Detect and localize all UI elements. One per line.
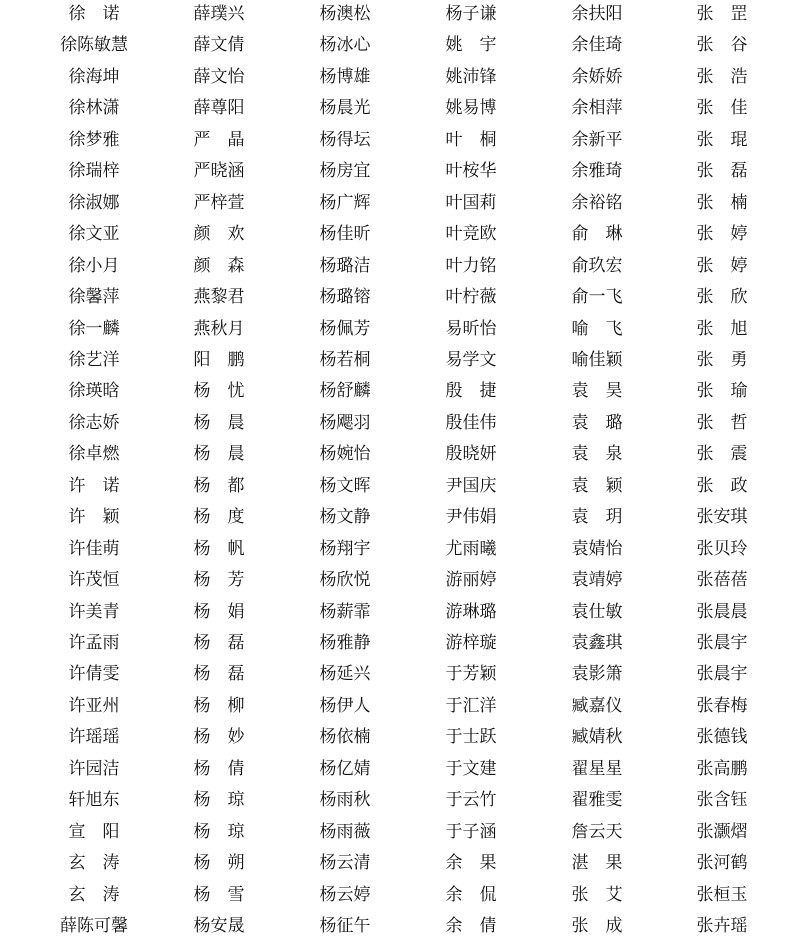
name-row — [0, 408, 799, 439]
name-cell: 喻 飞 — [571, 318, 623, 339]
name-row — [0, 471, 799, 502]
name-cell: 张 哲 — [696, 412, 748, 433]
name-cell: 袁 玥 — [571, 507, 623, 528]
name-row — [0, 251, 799, 282]
name-cell: 许亚州 — [68, 695, 120, 716]
name-cell: 宣 阳 — [68, 821, 120, 842]
name-cell: 薛尊阳 — [193, 98, 245, 119]
name-cell: 杨 芳 — [193, 570, 245, 591]
name-row — [0, 817, 799, 848]
name-cell: 杨 晨 — [193, 444, 245, 465]
name-cell: 徐林潇 — [68, 98, 120, 119]
name-cell: 杨雅静 — [319, 633, 371, 653]
name-cell: 薛璞兴 — [193, 4, 245, 24]
name-cell: 杨 琼 — [193, 790, 245, 811]
name-cell: 杨依楠 — [319, 727, 371, 748]
name-cell: 杨云婷 — [319, 884, 371, 905]
name-cell: 杨佩芳 — [319, 318, 371, 339]
name-cell: 轩旭东 — [68, 790, 120, 811]
name-cell: 张 艾 — [571, 884, 623, 905]
name-row — [0, 502, 799, 533]
name-cell: 余裕铭 — [571, 192, 623, 213]
name-cell: 于子涵 — [445, 821, 497, 842]
name-cell: 杨薪霏 — [319, 601, 371, 622]
name-cell: 杨佳昕 — [319, 224, 371, 245]
name-cell: 许孟雨 — [68, 633, 120, 653]
name-row — [0, 282, 799, 313]
name-cell: 徐卓燃 — [68, 444, 120, 465]
name-cell: 张 谷 — [696, 35, 748, 56]
name-row — [0, 565, 799, 596]
name-cell: 杨 磊 — [193, 664, 245, 685]
name-cell: 徐文亚 — [68, 224, 120, 245]
name-cell: 臧婧秋 — [571, 727, 623, 748]
name-cell: 杨璐洁 — [319, 255, 371, 276]
name-cell: 易学文 — [445, 349, 497, 370]
name-cell: 余佳琦 — [571, 35, 623, 56]
name-cell: 袁婧怡 — [571, 538, 623, 559]
name-cell: 余娇娇 — [571, 66, 623, 87]
name-cell: 张 楠 — [696, 192, 748, 213]
name-cell: 张卉瑶 — [696, 916, 748, 937]
name-cell: 杨 朔 — [193, 853, 245, 874]
name-cell: 张蓓蓓 — [696, 570, 748, 591]
name-cell: 许 颖 — [68, 507, 120, 528]
name-cell: 杨欣悦 — [319, 570, 371, 591]
name-cell: 尹国庆 — [445, 475, 497, 496]
name-row — [0, 314, 799, 345]
name-cell: 颜 森 — [193, 255, 245, 276]
name-cell: 杨文晖 — [319, 475, 371, 496]
name-cell: 张含钰 — [696, 790, 748, 811]
name-cell: 杨冰心 — [319, 35, 371, 56]
name-cell: 张桓玉 — [696, 884, 748, 905]
name-cell: 喻佳颖 — [571, 349, 623, 370]
name-cell: 薛陈可馨 — [60, 916, 128, 937]
name-cell: 严 晶 — [193, 129, 245, 150]
name-cell: 余 侃 — [445, 884, 497, 905]
name-cell: 游丽婷 — [445, 570, 497, 591]
name-row — [0, 156, 799, 187]
name-cell: 杨延兴 — [319, 664, 371, 685]
name-cell: 杨亿婧 — [319, 758, 371, 779]
name-row — [0, 62, 799, 93]
name-cell: 袁影箫 — [571, 664, 623, 685]
name-cell: 许美青 — [68, 601, 120, 622]
name-cell: 颜 欢 — [193, 224, 245, 245]
name-cell: 翟雅雯 — [571, 790, 623, 811]
name-cell: 许园洁 — [68, 758, 120, 779]
name-cell: 杨澳松 — [319, 4, 371, 24]
name-cell: 余新平 — [571, 129, 623, 150]
name-cell: 许倩雯 — [68, 664, 120, 685]
name-cell: 张晨宇 — [696, 664, 748, 685]
name-cell: 袁 昊 — [571, 381, 623, 402]
name-row — [0, 911, 799, 942]
name-cell: 杨得坛 — [319, 129, 371, 150]
name-cell: 杨 度 — [193, 507, 245, 528]
name-cell: 杨 倩 — [193, 758, 245, 779]
name-cell: 阳 鹏 — [193, 349, 245, 370]
name-cell: 杨子谦 — [445, 4, 497, 24]
name-cell: 殷晓妍 — [445, 444, 497, 465]
name-row — [0, 754, 799, 785]
name-row — [0, 785, 799, 816]
name-cell: 许瑶瑶 — [68, 727, 120, 748]
name-cell: 张 政 — [696, 475, 748, 496]
name-cell: 徐梦雅 — [68, 129, 120, 150]
name-row — [0, 376, 799, 407]
name-cell: 杨翔宇 — [319, 538, 371, 559]
name-cell: 叶桉华 — [445, 161, 497, 182]
name-cell: 余 果 — [445, 853, 497, 874]
name-cell: 易昕怡 — [445, 318, 497, 339]
name-cell: 俞一飞 — [571, 287, 623, 308]
name-cell: 游琳璐 — [445, 601, 497, 622]
name-cell: 徐艺洋 — [68, 349, 120, 370]
name-row — [0, 345, 799, 376]
name-cell: 袁靖婷 — [571, 570, 623, 591]
name-cell: 杨璐镕 — [319, 287, 371, 308]
name-cell: 徐淑娜 — [68, 192, 120, 213]
name-row — [0, 439, 799, 470]
name-row — [0, 848, 799, 879]
name-cell: 于汇洋 — [445, 695, 497, 716]
name-row — [0, 722, 799, 753]
name-cell: 杨 琼 — [193, 821, 245, 842]
name-cell: 张 震 — [696, 444, 748, 465]
name-cell: 杨晨光 — [319, 98, 371, 119]
name-cell: 徐海坤 — [68, 66, 120, 87]
name-cell: 杨雨秋 — [319, 790, 371, 811]
name-cell: 杨云清 — [319, 853, 371, 874]
name-cell: 杨伊人 — [319, 695, 371, 716]
name-cell: 余相萍 — [571, 98, 623, 119]
name-row — [0, 125, 799, 156]
name-cell: 杨房宜 — [319, 161, 371, 182]
name-cell: 燕秋月 — [193, 318, 245, 339]
name-cell: 杨飔羽 — [319, 412, 371, 433]
name-cell: 叶国莉 — [445, 192, 497, 213]
name-cell: 于士跃 — [445, 727, 497, 748]
name-cell: 张 佳 — [696, 98, 748, 119]
name-cell: 詹云天 — [571, 821, 623, 842]
name-cell: 张安琪 — [696, 507, 748, 528]
name-cell: 徐志娇 — [68, 412, 120, 433]
name-row — [0, 691, 799, 722]
name-cell: 姚沛锋 — [445, 66, 497, 87]
name-cell: 臧嘉仪 — [571, 695, 623, 716]
name-cell: 张晨晨 — [696, 601, 748, 622]
name-cell: 张 勇 — [696, 349, 748, 370]
name-cell: 游梓璇 — [445, 633, 497, 653]
name-cell: 姚 宇 — [445, 35, 497, 56]
name-cell: 张 婷 — [696, 224, 748, 245]
name-cell: 张 旭 — [696, 318, 748, 339]
name-cell: 叶竞欧 — [445, 224, 497, 245]
name-cell: 袁 泉 — [571, 444, 623, 465]
name-cell: 尤雨曦 — [445, 538, 497, 559]
name-cell: 严晓涵 — [193, 161, 245, 182]
name-row — [0, 30, 799, 61]
name-row — [0, 93, 799, 124]
name-cell: 张德钱 — [696, 727, 748, 748]
name-cell: 薛文倩 — [193, 35, 245, 56]
name-cell: 张灏熠 — [696, 821, 748, 842]
name-cell: 徐馨萍 — [68, 287, 120, 308]
name-cell: 杨雨薇 — [319, 821, 371, 842]
name-row — [0, 659, 799, 690]
name-cell: 杨安晟 — [193, 916, 245, 937]
name-cell: 杨舒麟 — [319, 381, 371, 402]
name-cell: 玄 涛 — [68, 884, 120, 905]
name-row — [0, 880, 799, 911]
name-cell: 叶柠薇 — [445, 287, 497, 308]
name-cell: 张河鹤 — [696, 853, 748, 874]
name-cell: 严梓萱 — [193, 192, 245, 213]
name-cell: 燕黎君 — [193, 287, 245, 308]
name-row — [0, 0, 799, 30]
name-cell: 张 婷 — [696, 255, 748, 276]
name-cell: 张 成 — [571, 916, 623, 937]
name-cell: 杨 帆 — [193, 538, 245, 559]
name-cell: 杨 都 — [193, 475, 245, 496]
name-cell: 余雅琦 — [571, 161, 623, 182]
name-cell: 张 浩 — [696, 66, 748, 87]
name-cell: 薛文怡 — [193, 66, 245, 87]
name-cell: 杨 娟 — [193, 601, 245, 622]
name-cell: 余 倩 — [445, 916, 497, 937]
name-cell: 杨 晨 — [193, 412, 245, 433]
name-cell: 张 罡 — [696, 4, 748, 24]
name-cell: 张 琨 — [696, 129, 748, 150]
name-cell: 湛 果 — [571, 853, 623, 874]
name-row — [0, 628, 799, 659]
name-cell: 张 欣 — [696, 287, 748, 308]
name-cell: 张高鹏 — [696, 758, 748, 779]
name-cell: 玄 涛 — [68, 853, 120, 874]
name-cell: 张春梅 — [696, 695, 748, 716]
name-cell: 张晨宇 — [696, 633, 748, 653]
name-cell: 张 瑜 — [696, 381, 748, 402]
name-cell: 张 磊 — [696, 161, 748, 182]
name-cell: 张贝玲 — [696, 538, 748, 559]
name-cell: 杨文静 — [319, 507, 371, 528]
name-cell: 于芳颖 — [445, 664, 497, 685]
name-cell: 余扶阳 — [571, 4, 623, 24]
name-row — [0, 534, 799, 565]
name-cell: 杨若桐 — [319, 349, 371, 370]
name-cell: 尹伟娟 — [445, 507, 497, 528]
name-cell: 姚易博 — [445, 98, 497, 119]
name-cell: 徐 诺 — [68, 4, 120, 24]
name-cell: 俞 琳 — [571, 224, 623, 245]
name-row — [0, 219, 799, 250]
name-cell: 许茂恒 — [68, 570, 120, 591]
name-cell: 杨征午 — [319, 916, 371, 937]
name-cell: 徐一麟 — [68, 318, 120, 339]
name-cell: 杨 磊 — [193, 633, 245, 653]
name-cell: 杨 忧 — [193, 381, 245, 402]
name-cell: 翟星星 — [571, 758, 623, 779]
name-cell: 许佳萌 — [68, 538, 120, 559]
name-cell: 徐瑛晗 — [68, 381, 120, 402]
name-cell: 杨 雪 — [193, 884, 245, 905]
name-cell: 杨博雄 — [319, 66, 371, 87]
name-cell: 许 诺 — [68, 475, 120, 496]
name-row — [0, 188, 799, 219]
name-cell: 袁 颖 — [571, 475, 623, 496]
name-cell: 袁仕敏 — [571, 601, 623, 622]
name-cell: 殷佳伟 — [445, 412, 497, 433]
name-cell: 杨 柳 — [193, 695, 245, 716]
name-cell: 殷 捷 — [445, 381, 497, 402]
name-cell: 徐陈敏慧 — [60, 35, 128, 56]
name-cell: 徐小月 — [68, 255, 120, 276]
name-row — [0, 597, 799, 628]
name-cell: 于文建 — [445, 758, 497, 779]
name-cell: 杨 妙 — [193, 727, 245, 748]
name-cell: 于云竹 — [445, 790, 497, 811]
name-cell: 叶 桐 — [445, 129, 497, 150]
name-cell: 袁 璐 — [571, 412, 623, 433]
name-cell: 袁鑫琪 — [571, 633, 623, 653]
name-cell: 徐瑞梓 — [68, 161, 120, 182]
name-cell: 杨广辉 — [319, 192, 371, 213]
name-cell: 叶力铭 — [445, 255, 497, 276]
name-cell: 俞玖宏 — [571, 255, 623, 276]
name-cell: 杨婉怡 — [319, 444, 371, 465]
